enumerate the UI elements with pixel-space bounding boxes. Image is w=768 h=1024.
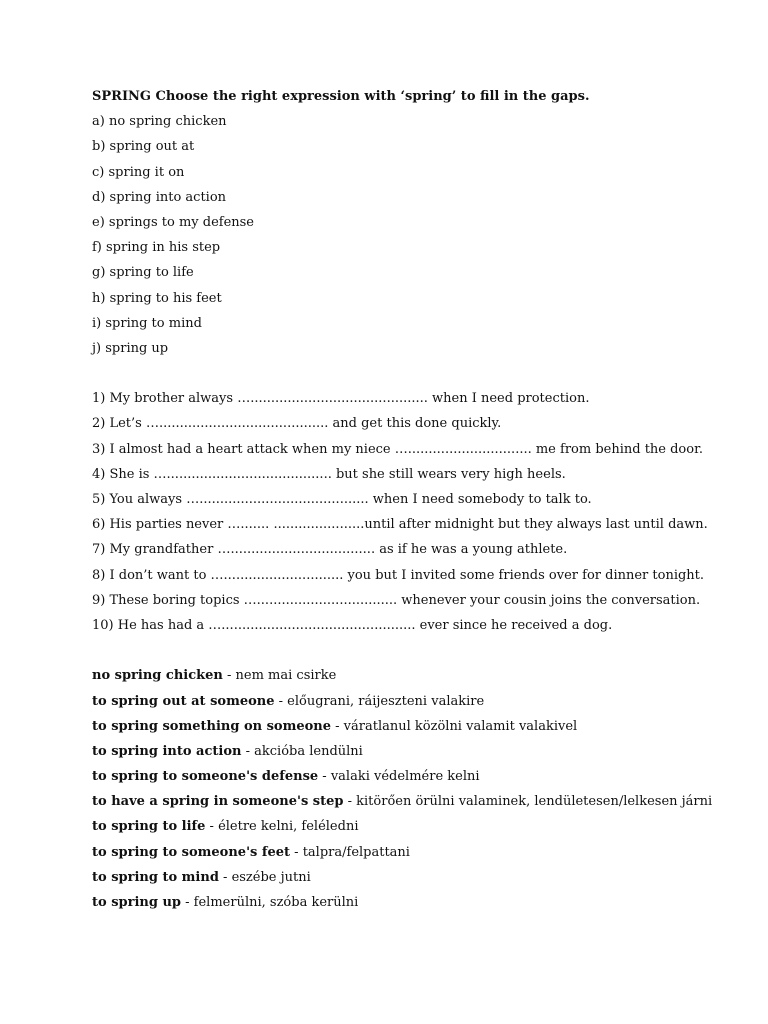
options-list xyxy=(92,109,732,361)
glossary-term: to have a spring in someone's step xyxy=(92,794,344,810)
sentence-item: 3) I almost had a heart attack when my niece ….............................. me from behind the door. xyxy=(92,441,704,457)
option-item: d) spring into action xyxy=(92,189,227,205)
sentence-item: 8) I don’t want to …............................. you but I invited some friends over for dinner tonight. xyxy=(92,567,705,583)
glossary-term: to spring to someone's feet xyxy=(92,844,291,860)
glossary-item xyxy=(92,764,732,789)
sentences-list xyxy=(92,386,732,638)
glossary-definition: - kitörően örülni valaminek, lendületesen/lelkesen járni xyxy=(343,794,713,810)
glossary-item xyxy=(92,689,732,714)
sentence-item: 4) She is …........................................ but she still wears very high heels. xyxy=(92,466,566,482)
worksheet-page xyxy=(92,84,732,915)
option-item: g) spring to life xyxy=(92,265,194,281)
sentence-item: 10) He has had a …............................................... ever since he received a dog. xyxy=(92,617,613,633)
glossary-item xyxy=(92,739,732,764)
glossary-term: to spring to someone's defense xyxy=(92,769,319,785)
glossary-item xyxy=(92,840,732,865)
worksheet-title: SPRING Choose the right expression with ‘spring’ to fill in the gaps. xyxy=(92,89,590,104)
glossary-definition: - váratlanul közölni valamit valakivel xyxy=(331,718,578,734)
glossary-term: to spring out at someone xyxy=(92,693,275,709)
glossary-definition: - akcióba lendülni xyxy=(241,743,363,759)
glossary-list xyxy=(92,663,732,915)
option-item: f) spring in his step xyxy=(92,240,221,256)
glossary-definition: - nem mai csirke xyxy=(222,668,337,684)
option-item: c) spring it on xyxy=(92,164,185,180)
glossary-term: to spring into action xyxy=(92,743,242,759)
option-item: i) spring to mind xyxy=(92,315,202,331)
glossary-term: to spring to mind xyxy=(92,869,219,885)
glossary-item xyxy=(92,865,732,890)
glossary-term: no spring chicken xyxy=(92,668,223,684)
glossary-definition: - előugrani, ráijeszteni valakire xyxy=(274,693,485,709)
glossary-item xyxy=(92,714,732,739)
glossary-item xyxy=(92,890,732,915)
glossary-term: to spring to life xyxy=(92,819,206,835)
glossary-term: to spring up xyxy=(92,895,182,910)
sentence-item: 1) My brother always …........................................... when I need protection. xyxy=(92,391,590,407)
sentence-item: 5) You always …......................................... when I need somebody to talk to. xyxy=(92,492,592,507)
section-spacer xyxy=(92,638,732,663)
option-item: b) spring out at xyxy=(92,139,195,155)
glossary-item xyxy=(92,663,732,688)
sentence-item: 9) These boring topics ….................................. whenever your cousin joins the conversation. xyxy=(92,592,701,608)
glossary-definition: - életre kelni, feléledni xyxy=(205,819,359,835)
glossary-definition: - eszébe jutni xyxy=(218,869,311,885)
sentence-item: 6) His parties never …....... ......................until after midnight but they always last until dawn. xyxy=(92,517,708,533)
option-item: j) spring up xyxy=(92,340,169,356)
glossary-definition: - felmerülni, szóba kerülni xyxy=(181,895,359,910)
option-item: a) no spring chicken xyxy=(92,114,227,130)
option-item: h) spring to his feet xyxy=(92,290,222,306)
sentence-item: 2) Let’s …......................................... and get this done quickly. xyxy=(92,416,502,432)
section-spacer xyxy=(92,361,732,386)
glossary-definition: - talpra/felpattani xyxy=(290,844,410,860)
sentence-item: 7) My grandfather …................................... as if he was a young athlete. xyxy=(92,542,568,558)
option-item: e) springs to my defense xyxy=(92,214,255,230)
glossary-item xyxy=(92,814,732,839)
glossary-definition: - valaki védelmére kelni xyxy=(318,769,480,785)
glossary-term: to spring something on someone xyxy=(92,718,332,734)
glossary-item xyxy=(92,789,732,814)
